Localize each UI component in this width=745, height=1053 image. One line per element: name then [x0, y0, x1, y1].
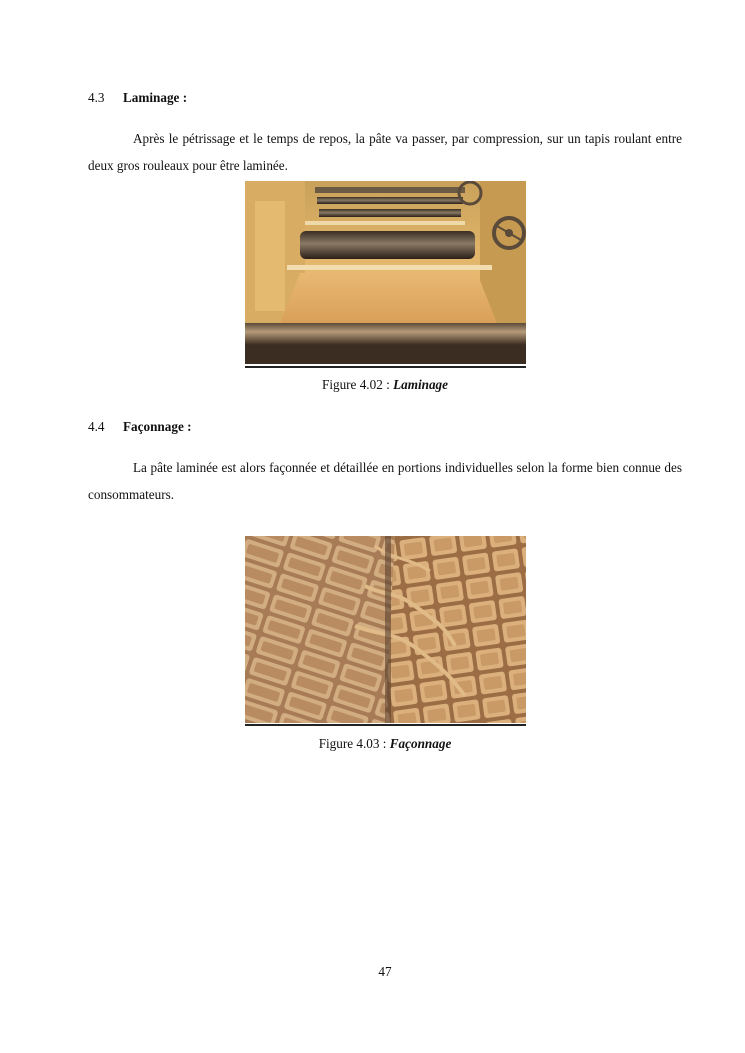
caption-title: Façonnage	[389, 736, 452, 751]
figure-caption-laminage	[0, 377, 745, 393]
page-number: 47	[378, 964, 392, 979]
paragraph-faconnage	[88, 454, 682, 508]
faconnage-photo	[245, 536, 526, 723]
paragraph-laminage	[88, 125, 682, 179]
laminage-photo	[245, 181, 526, 364]
caption-prefix: Figure 4.02 :	[321, 377, 394, 392]
figure-caption-faconnage	[0, 736, 745, 752]
figure-underline	[245, 724, 526, 726]
paragraph-text: La pâte laminée est alors façonnée et détaillée en portions individuelles selon la forme bien connue des consommateurs.	[88, 460, 682, 502]
section-number: 4.4	[88, 419, 105, 434]
section-number: 4.3	[88, 90, 105, 105]
section-heading-laminage	[88, 90, 187, 106]
section-title: Laminage :	[123, 90, 188, 105]
section-heading-faconnage	[88, 419, 192, 435]
figure-underline	[245, 366, 526, 368]
paragraph-text: Après le pétrissage et le temps de repos, la pâte va passer, par compression, sur un tapis roulant entre deux gros rouleaux pour être laminée.	[88, 131, 682, 173]
caption-title: Laminage	[393, 377, 449, 392]
caption-prefix: Figure 4.03 :	[318, 736, 390, 751]
section-title: Façonnage :	[123, 419, 192, 434]
